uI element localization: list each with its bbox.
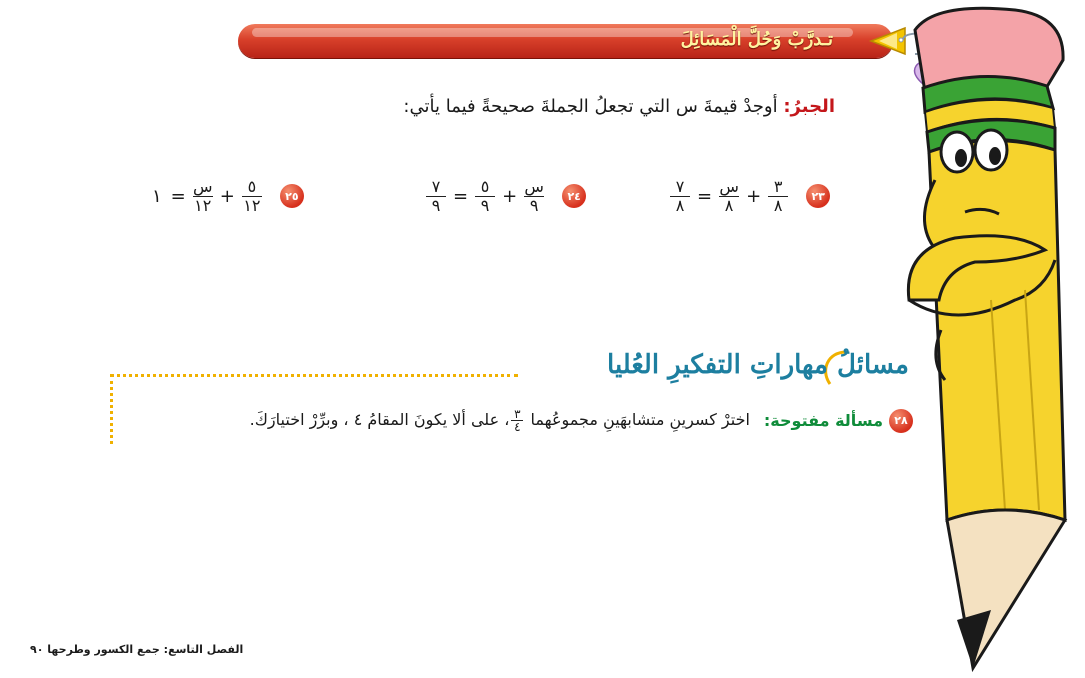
equation — [424, 178, 546, 215]
numerator: ٧ — [431, 176, 441, 196]
problem-label: مسألة مفتوحة: — [763, 411, 883, 430]
banner-title: تـدرَّبْ وَحُلَّ الْمَسَائِلَ — [680, 29, 833, 50]
fraction — [193, 178, 213, 215]
chapter-title: الفصل التاسع: جمع الكسور وطرحها — [47, 643, 244, 656]
plus-sign: + — [746, 185, 762, 207]
numerator: ٧ — [675, 176, 685, 196]
dotted-divider-vertical — [110, 374, 113, 444]
section-title: مسائلُ مهاراتِ التفكيرِ العُليا — [607, 350, 909, 380]
numerator: ٣ — [514, 407, 521, 421]
problem-number-badge: ٢٨ — [889, 409, 913, 433]
denominator: ١٢ — [243, 195, 261, 215]
fraction — [426, 178, 446, 215]
denominator: ٩ — [480, 195, 490, 215]
dotted-divider — [110, 374, 518, 377]
plus-sign: + — [219, 185, 235, 207]
instruction-label: الجبرُ: — [783, 96, 835, 117]
problem-number-badge: ٢٣ — [806, 184, 830, 208]
numerator: س — [719, 176, 739, 196]
fraction — [719, 178, 739, 215]
instruction-text: أوجدْ قيمةَ س التي تجعلُ الجملةَ صحيحةً فيما يأتي: — [403, 96, 784, 117]
pencil-mascot — [895, 0, 1085, 678]
denominator: ١٢ — [194, 195, 212, 215]
denominator: ٨ — [675, 195, 685, 215]
fraction — [242, 178, 262, 215]
problem-text-part: اخترْ كسرينِ متشابهَينِ مجموعُهما — [525, 410, 750, 429]
equation — [148, 178, 264, 215]
page-number: ٩٠ — [30, 643, 44, 656]
fraction — [475, 178, 495, 215]
problem-23 — [668, 168, 830, 224]
equals-sign: = — [453, 185, 469, 207]
problem-number-badge: ٢٥ — [280, 184, 304, 208]
equation — [668, 178, 790, 215]
plus-sign: + — [502, 185, 518, 207]
numerator: ٥ — [480, 176, 490, 196]
fraction — [768, 178, 788, 215]
numerator: ٣ — [773, 176, 783, 196]
section-banner — [238, 24, 893, 58]
fraction — [670, 178, 690, 215]
result-value: ١ — [152, 185, 162, 207]
denominator: ٤ — [514, 420, 521, 434]
fraction — [524, 178, 544, 215]
problem-text-part: ، على ألا يكونَ المقامُ ٤ ، وبرِّرْ اختيارَكَ. — [249, 410, 510, 429]
equals-sign: = — [170, 185, 186, 207]
numerator: س — [193, 176, 213, 196]
numerator: ٥ — [247, 176, 257, 196]
denominator: ٩ — [431, 195, 441, 215]
problem-25 — [148, 168, 304, 224]
problem-text — [250, 408, 750, 433]
problem-number-badge: ٢٤ — [562, 184, 586, 208]
instruction — [403, 96, 835, 117]
denominator: ٩ — [529, 195, 539, 215]
problem-28 — [250, 408, 913, 433]
inline-fraction — [511, 408, 523, 433]
equals-sign: = — [697, 185, 713, 207]
denominator: ٨ — [724, 195, 734, 215]
denominator: ٨ — [773, 195, 783, 215]
numerator: س — [524, 176, 544, 196]
problem-24 — [424, 168, 586, 224]
page-footer — [8, 643, 243, 656]
